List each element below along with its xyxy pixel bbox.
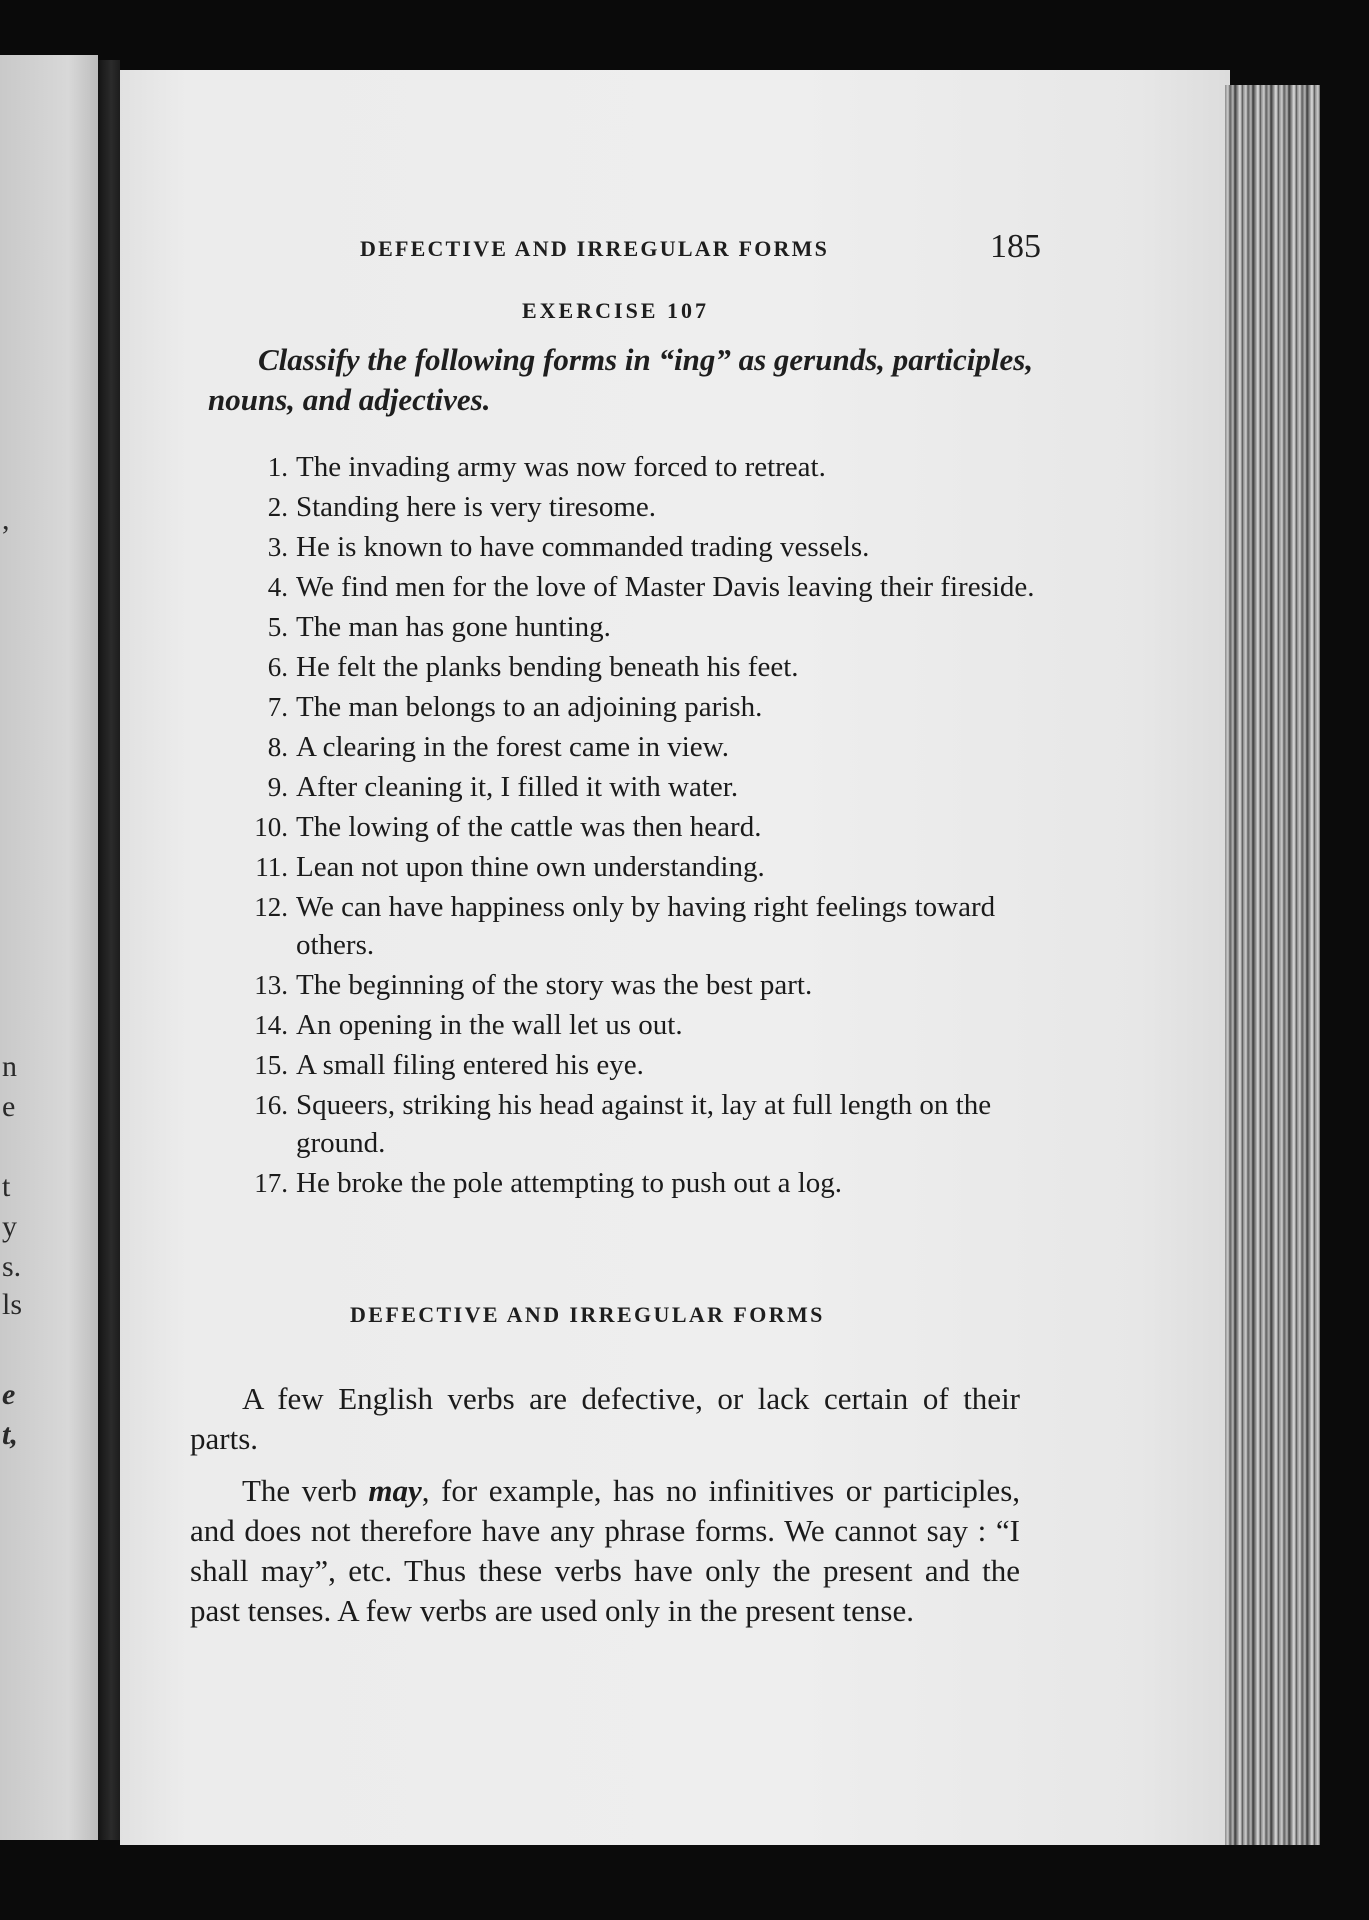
list-item	[240, 1046, 1040, 1084]
item-text: The beginning of the story was the best part.	[296, 969, 813, 1001]
list-item	[240, 848, 1040, 886]
item-text: The lowing of the cattle was then heard.	[296, 811, 762, 843]
item-text: Squeers, striking his head against it, lay at full length on the ground.	[296, 1089, 992, 1159]
item-number: 11.	[255, 852, 288, 882]
page-number: 185	[990, 228, 1041, 265]
fragment: ls	[2, 1288, 23, 1321]
paragraph-text: , for example, has no infinitives or participles, and does not therefore have any phrase forms. We cannot say : “I shall may”, etc. Thus these verbs have only the present and the past tenses. A few verbs are used only in the present tense.	[190, 1473, 1021, 1628]
list-item	[240, 1164, 1040, 1202]
list-item	[240, 966, 1040, 1004]
body-paragraph	[190, 1471, 1020, 1631]
item-number: 9.	[267, 772, 288, 802]
item-number: 1.	[267, 452, 288, 482]
item-number: 6.	[267, 652, 288, 682]
section-heading: DEFECTIVE AND IRREGULAR FORMS	[350, 1302, 825, 1327]
item-text: After cleaning it, I filled it with water.	[296, 771, 739, 803]
item-text: Lean not upon thine own understanding.	[296, 851, 765, 883]
list-item	[240, 888, 1040, 964]
list-item	[240, 688, 1040, 726]
item-number: 8.	[267, 732, 288, 762]
paragraph-text: The verb	[242, 1473, 369, 1508]
list-item	[240, 768, 1040, 806]
fragment: t,	[2, 1418, 18, 1451]
item-number: 14.	[254, 1010, 288, 1040]
list-item	[240, 1086, 1040, 1162]
fragment: s.	[2, 1250, 22, 1283]
item-text: We find men for the love of Master Davis leaving their fireside.	[296, 571, 1035, 603]
item-text: The man has gone hunting.	[296, 611, 611, 643]
item-text: A clearing in the forest came in view.	[296, 731, 729, 763]
item-number: 15.	[254, 1050, 288, 1080]
item-number: 7.	[267, 692, 288, 722]
list-item	[240, 808, 1040, 846]
item-text: He broke the pole attempting to push out a log.	[296, 1167, 843, 1199]
exercise-heading: EXERCISE 107	[522, 298, 709, 323]
item-text: Standing here is very tiresome.	[296, 491, 656, 523]
item-text: We can have happiness only by having right feelings toward others.	[296, 891, 996, 961]
item-text: He felt the planks bending beneath his feet.	[296, 651, 799, 683]
item-number: 13.	[254, 970, 288, 1000]
item-number: 10.	[254, 812, 288, 842]
item-number: 12.	[254, 892, 288, 922]
exercise-list	[240, 448, 1040, 1204]
item-number: 3.	[267, 532, 288, 562]
item-number: 5.	[267, 612, 288, 642]
item-number: 4.	[267, 572, 288, 602]
fragment: e	[2, 1090, 16, 1123]
exercise-instructions: Classify the following forms in “ing” as gerunds, participles, nouns, and adjectives.	[208, 342, 1034, 417]
list-item	[240, 648, 1040, 686]
fragment: n	[2, 1050, 17, 1083]
list-item	[240, 528, 1040, 566]
fragment: y	[2, 1210, 17, 1243]
list-item	[240, 608, 1040, 646]
list-item	[240, 448, 1040, 486]
item-number: 16.	[254, 1090, 288, 1120]
list-item	[240, 728, 1040, 766]
item-text: An opening in the wall let us out.	[296, 1009, 683, 1041]
fragment: ,	[2, 503, 10, 536]
running-head	[360, 236, 1060, 262]
fragment: t	[2, 1170, 11, 1203]
list-item	[240, 488, 1040, 526]
item-number: 17.	[254, 1168, 288, 1198]
list-item	[240, 1006, 1040, 1044]
item-text: A small filing entered his eye.	[296, 1049, 644, 1081]
item-text: He is known to have commanded trading vessels.	[296, 531, 870, 563]
item-text: The invading army was now forced to retreat.	[296, 451, 826, 483]
body-paragraph: A few English verbs are defective, or lack certain of their parts.	[190, 1381, 1020, 1456]
fragment: e	[2, 1378, 16, 1411]
emphasized-word: may	[368, 1473, 422, 1508]
list-item	[240, 568, 1040, 606]
running-head-title: DEFECTIVE AND IRREGULAR FORMS	[360, 236, 830, 261]
item-text: The man belongs to an adjoining parish.	[296, 691, 763, 723]
item-number: 2.	[267, 492, 288, 522]
